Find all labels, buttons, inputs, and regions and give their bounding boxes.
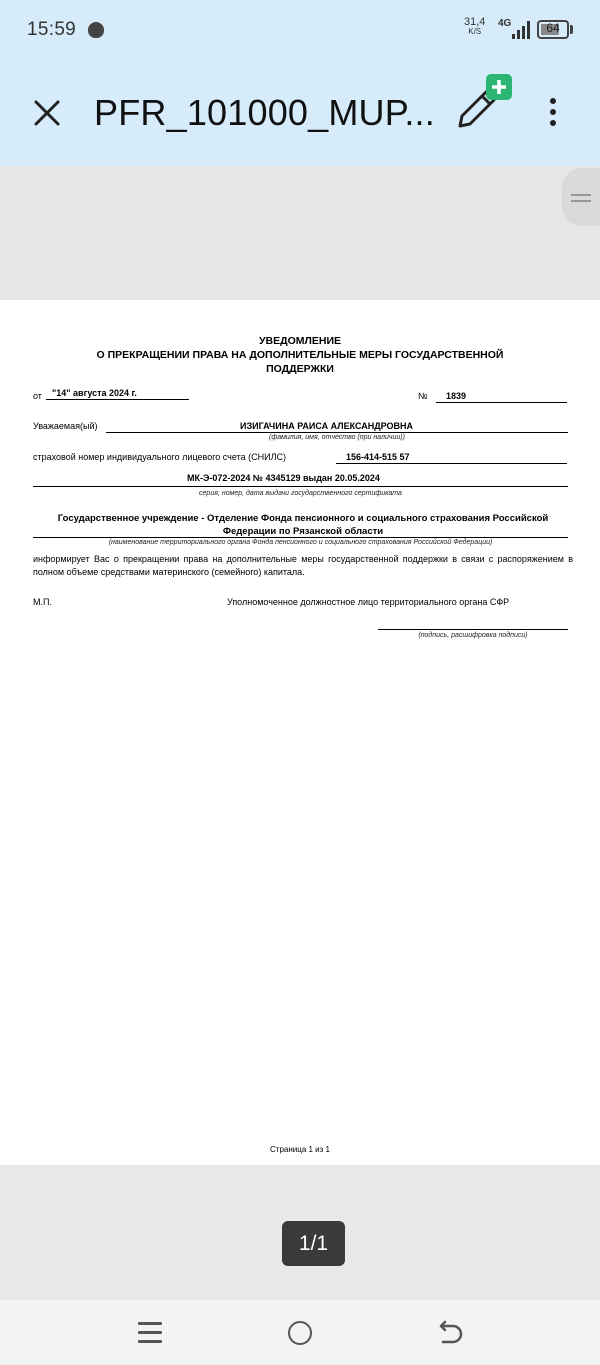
snils-value: 156-414-515 57 <box>346 452 410 462</box>
page-counter: 1/1 <box>282 1221 345 1266</box>
agency-name: Государственное учреждение - Отделение Фонда пенсионного и социального страхования Российской Федерации по Рязанской области <box>57 513 549 537</box>
recipient-underline <box>106 432 568 433</box>
notice-date: "14" августа 2024 г. <box>52 388 137 398</box>
signature-hint: (подпись, расшифровка подписи) <box>418 632 528 639</box>
network-type: 4G <box>498 18 512 29</box>
recipient-name: ИЗИГАЧИНА РАИСА АЛЕКСАНДРОВНА <box>240 421 414 431</box>
stamp-label: М.П. <box>33 597 52 607</box>
back-icon[interactable] <box>437 1318 465 1348</box>
more-options-button[interactable] <box>538 96 568 130</box>
number-underline <box>436 402 567 403</box>
certificate-hint: серия, номер, дата выдачи государственного сертификата <box>199 490 402 497</box>
net-speed <box>464 17 485 37</box>
snils-label: страховой номер индивидуального лицевого счета (СНИЛС) <box>33 452 286 462</box>
document-title: PFR_101000_MUP... <box>94 92 435 133</box>
certificate-value: МК-Э-072-2024 № 4345129 выдан 20.05.2024 <box>187 473 380 483</box>
salutation-label: Уважаемая(ый) <box>33 421 98 431</box>
agency-underline <box>33 537 568 538</box>
heading-line-3: ПОДДЕРЖКИ <box>266 363 334 375</box>
net-speed-unit: K/S <box>468 27 482 36</box>
more-vert-icon <box>538 96 568 130</box>
document-page <box>0 300 600 1165</box>
page-footer: Страница 1 из 1 <box>270 1145 330 1154</box>
heading-line-1: УВЕДОМЛЕНИЕ <box>258 335 342 347</box>
close-button[interactable] <box>30 96 64 130</box>
menu-icon[interactable] <box>138 1320 162 1346</box>
number-label: № <box>418 391 428 401</box>
heading-line-2: О ПРЕКРАЩЕНИИ ПРАВА НА ДОПОЛНИТЕЛЬНЫЕ МЕРЫ ГОСУДАРСТВЕННОЙ <box>96 349 504 361</box>
status-time: 15:59 <box>27 19 77 40</box>
net-speed-value: 31,4 <box>464 16 486 28</box>
edit-pencil-plus-icon <box>452 72 516 132</box>
notice-number: 1839 <box>446 391 467 401</box>
battery-level: 64 <box>546 21 560 35</box>
document-heading <box>0 334 600 376</box>
battery-tip <box>570 25 573 34</box>
date-prefix: от <box>33 391 42 401</box>
signature-line <box>378 629 568 630</box>
signal-icon <box>512 21 532 39</box>
snils-underline <box>336 463 567 464</box>
certificate-underline <box>33 486 568 487</box>
home-icon[interactable] <box>288 1321 312 1345</box>
notification-icon <box>88 22 104 38</box>
viewer-background <box>0 166 600 300</box>
edit-button[interactable] <box>452 72 516 132</box>
body-text: информирует Вас о прекращении права на дополнительные меры государственной поддержки в связи с распоряжением в полном объеме средствами материнского (семейного) капитала. <box>33 554 573 577</box>
official-label: Уполномоченное должностное лицо территориального органа СФР <box>227 597 510 607</box>
agency-hint: (наименование территориального органа Фонда пенсионного и социального страхования Российской Федерации) <box>108 539 493 546</box>
recipient-hint: (фамилия, имя, отчество (при наличии)) <box>269 434 405 441</box>
close-icon <box>30 96 64 130</box>
scroll-handle[interactable] <box>562 168 600 226</box>
date-underline <box>46 399 189 400</box>
